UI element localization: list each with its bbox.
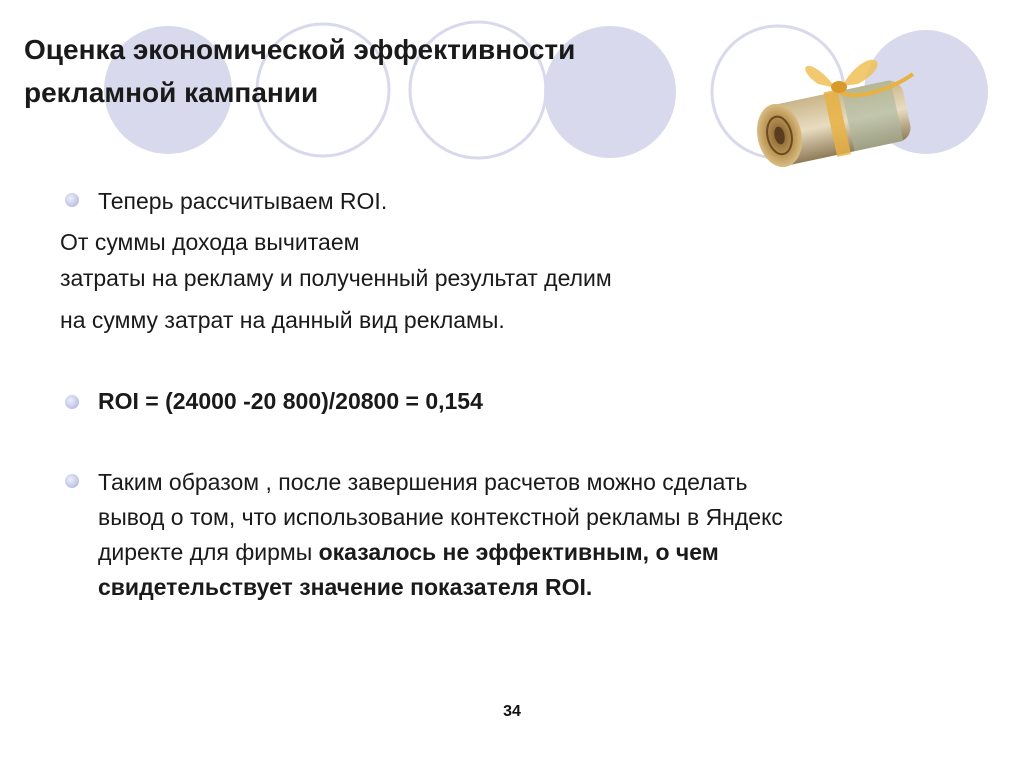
slide-title [24, 28, 704, 114]
title-line-2: рекламной кампании [24, 77, 319, 108]
conclusion-line-1: Таким образом , после завершения расчетов можно сделать [98, 469, 748, 495]
page-number: 34 [503, 703, 521, 720]
explanation-line-3: на сумму затрат на данный вид рекламы. [60, 307, 505, 333]
bullet-marker [65, 193, 79, 207]
conclusion-line-3 [98, 534, 719, 570]
bullet-marker [65, 474, 79, 488]
conclusion-line-3-bold: оказалось не эффективным, о чем [318, 539, 719, 565]
money-roll-with-bow-icon [738, 32, 938, 182]
title-line-1: Оценка экономической эффективности [24, 34, 576, 65]
conclusion-line-2: вывод о том, что использование контекстной рекламы в Яндекс [98, 504, 783, 530]
roi-formula: ROI = (24000 -20 800)/20800 = 0,154 [98, 388, 483, 414]
conclusion-line-3-regular: директе для фирмы [98, 539, 319, 565]
explanation-line-2: затраты на рекламу и полученный результат делим [60, 265, 612, 291]
bullet-text-roi: Теперь рассчитываем ROI. [98, 188, 388, 214]
conclusion-line-4: свидетельствует значение показателя ROI. [98, 574, 593, 600]
bullet-marker [65, 395, 79, 409]
explanation-line-1: От суммы дохода вычитаем [60, 229, 360, 255]
